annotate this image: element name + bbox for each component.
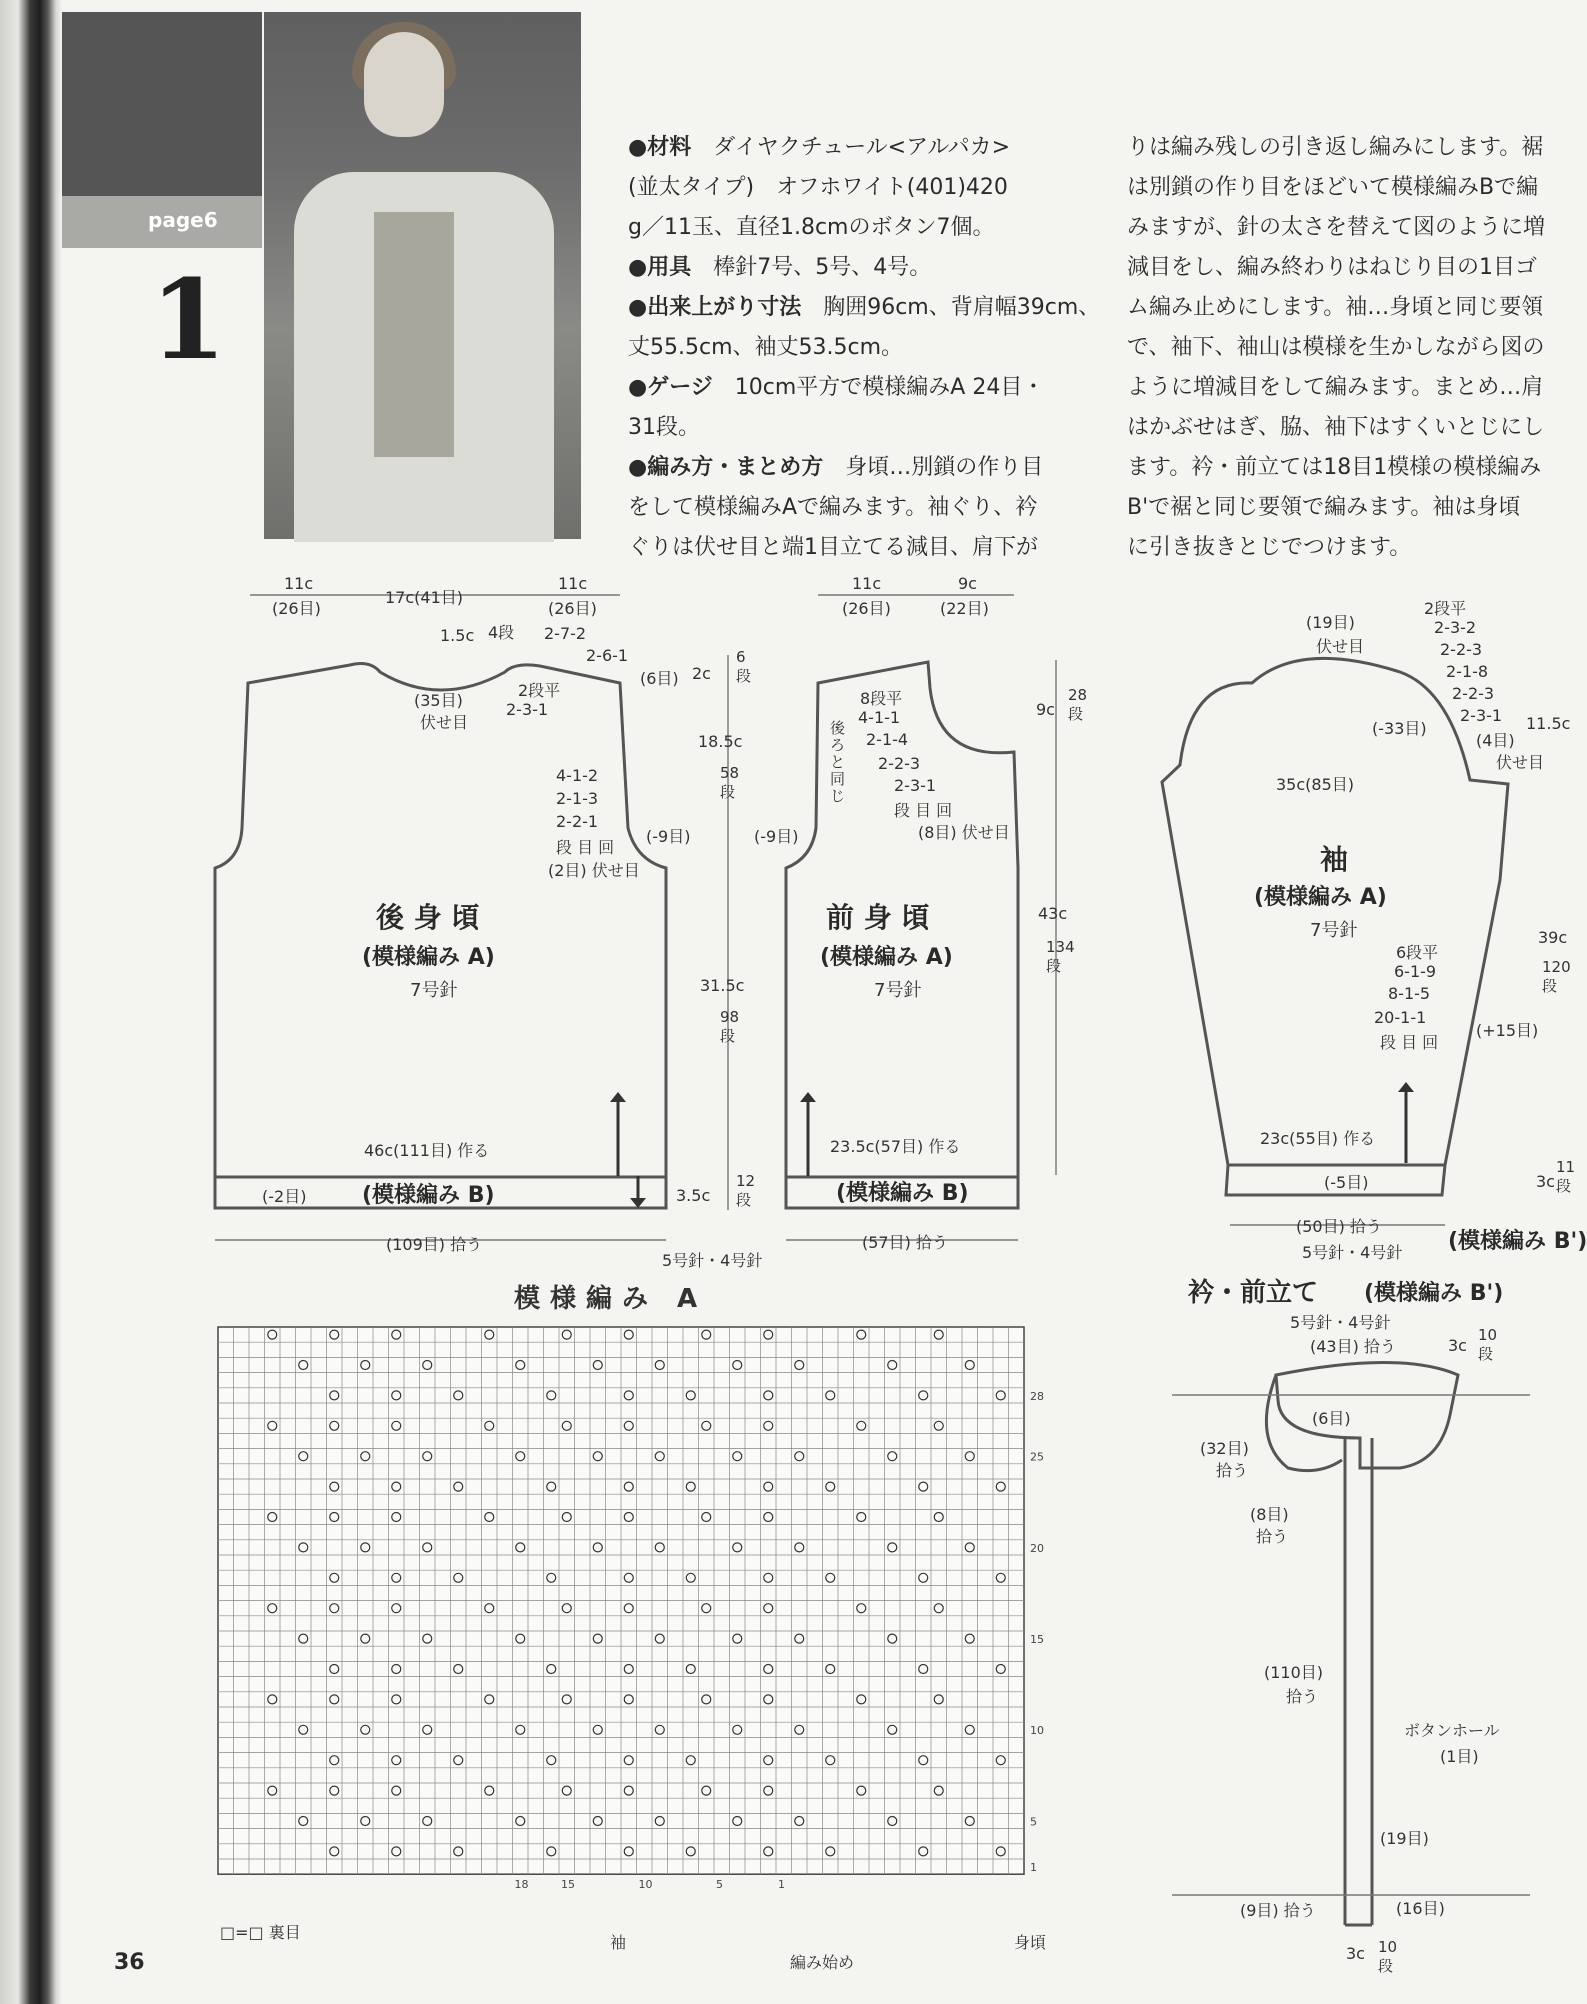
- back-pick: (109目) 拾う: [386, 1235, 483, 1254]
- front-d5: 段 目 回: [894, 801, 953, 820]
- intro-line: ●編み方・まとめ方 身頃…別鎖の作り目: [628, 455, 1044, 480]
- back-cast: 46c(111目) 作る: [364, 1141, 490, 1160]
- chart-title: 模様編み A: [514, 1284, 708, 1314]
- intro-heading: ●用具: [628, 255, 692, 280]
- sleeve-c5: 2-3-1: [1460, 706, 1503, 725]
- intro-line: (並太タイプ) オフホワイト(401)420: [628, 175, 1008, 200]
- back-dec1: 2-7-2: [544, 624, 587, 643]
- back-neck-rows: 4段: [488, 623, 515, 642]
- collar-b3: 3c: [1346, 1944, 1365, 1963]
- intro-line: B'で裾と同じ要領で編みます。袖は身頃: [1127, 495, 1521, 520]
- intro-line: りは編み残しの引き返し編みにします。裾: [1127, 135, 1544, 160]
- chart-row-number: 1: [1030, 1861, 1037, 1874]
- front-w1-stitches: (26目): [842, 599, 891, 618]
- back-bind: (35目): [414, 691, 463, 710]
- front-w1: 11c: [852, 574, 882, 593]
- back-needle: 7号針: [410, 980, 458, 1001]
- dim-f2: 43c: [1038, 904, 1068, 923]
- front-flat: 8段平: [860, 689, 903, 708]
- sleeve-pattern: (模様編み A): [1254, 885, 1387, 910]
- dim-a4-rows: 12段: [736, 1172, 756, 1209]
- back-dec3: (6目): [640, 669, 679, 688]
- front-d4: 2-3-1: [894, 776, 937, 795]
- intro-line: ●ゲージ 10cm平方で模様編みA 24目・: [628, 375, 1045, 400]
- chart-sleeve-start: 袖: [610, 1933, 627, 1952]
- sleeve-dec: (-33目): [1372, 719, 1427, 738]
- front-armhole-dec: (-9目): [754, 827, 799, 846]
- sleeve-c2: 2-2-3: [1440, 640, 1483, 659]
- intro-line: ます。衿・前立ては18目1模様の模様編み: [1127, 455, 1542, 480]
- back-dec4: 2-3-1: [506, 700, 549, 719]
- intro-line: に引き抜きとじでつけます。: [1127, 535, 1412, 560]
- intro-line: g／11玉、直径1.8cmのボタン7個。: [628, 215, 995, 240]
- back-bind2: 伏せ目: [420, 713, 469, 732]
- back-arm1: 4-1-2: [556, 766, 599, 785]
- back-w1-stitches: (26目): [272, 599, 321, 618]
- chart-col-number: 1: [778, 1878, 785, 1892]
- chart-col-number: 18: [514, 1878, 529, 1892]
- collar-p8: (8目): [1250, 1505, 1289, 1524]
- front-bind: (8目) 伏せ目: [918, 823, 1010, 842]
- back-arm3: 2-2-1: [556, 812, 599, 831]
- intro-line: をして模様編みAで編みます。袖ぐり、衿: [628, 495, 1038, 520]
- sleeve-needle: 7号針: [1310, 920, 1358, 941]
- front-needle: 7号針: [874, 980, 922, 1001]
- dim-f1: 9c: [1036, 700, 1055, 719]
- intro-line: 丈55.5cm、袖丈53.5cm。: [628, 335, 904, 360]
- front-w2: 9c: [958, 574, 977, 593]
- sleeve-flat: 2段平: [1424, 599, 1467, 618]
- chart-row-number: 20: [1030, 1541, 1044, 1555]
- intro-line: ●出来上がり寸法 胸囲96cm、背肩幅39cm、: [628, 295, 1101, 320]
- sleeve-hem-dec: (-5目): [1324, 1173, 1369, 1192]
- back-w2: 17c(41目): [385, 588, 464, 607]
- sleeve-needles: 5号針・4号針: [1302, 1243, 1403, 1262]
- collar-b3-rows: 10段: [1378, 1938, 1398, 1975]
- sleeve-i1: 6-1-9: [1394, 962, 1437, 981]
- back-dec2: 2-6-1: [586, 646, 629, 665]
- dim-f1-rows: 28段: [1068, 686, 1088, 723]
- back-flat: 2段平: [518, 681, 561, 700]
- sleeve-c4: 2-2-3: [1452, 684, 1495, 703]
- sleeve-pick: (50目) 拾う: [1296, 1217, 1382, 1236]
- front-d1: 4-1-1: [858, 708, 901, 727]
- collar-p19: (19目): [1380, 1829, 1429, 1848]
- front-pattern: (模様編み A): [820, 945, 953, 970]
- back-title: 後 身 頃: [376, 901, 480, 934]
- front-d2: 2-1-4: [866, 730, 909, 749]
- sleeve-b4: (4目): [1476, 731, 1515, 750]
- collar-buttonhole: ボタンホール: [1404, 1721, 1500, 1740]
- chart-row-number: 15: [1030, 1633, 1044, 1646]
- chart-row-number: 10: [1030, 1724, 1044, 1738]
- sleeve-hem-pattern: (模様編み B'): [1448, 1229, 1587, 1254]
- collar-p9: (9目) 拾う: [1240, 1901, 1316, 1920]
- front-cast: 23.5c(57目) 作る: [830, 1137, 961, 1156]
- intro-line: ●用具 棒針7号、5号、4号。: [628, 255, 932, 280]
- page-tag-label: page6: [148, 208, 218, 232]
- intro-line: は別鎖の作り目をほどいて模様編みBで編: [1127, 175, 1539, 200]
- sleeve-i3: 20-1-1: [1374, 1008, 1427, 1027]
- sleeve-bind2: 伏せ目: [1316, 637, 1365, 656]
- chart-col-number: 10: [638, 1878, 653, 1892]
- back-neck-height: 1.5c: [440, 626, 475, 645]
- intro-line: 31段。: [628, 415, 700, 440]
- intro-line: ように増減目をして編みます。まとめ…肩: [1127, 375, 1544, 400]
- intro-heading: ●編み方・まとめ方: [628, 455, 824, 480]
- collar-p6: (6目): [1312, 1409, 1351, 1428]
- intro-line: はかぶせはぎ、脇、袖下はすくいとじにし: [1127, 415, 1545, 440]
- back-arm2: 2-1-3: [556, 789, 599, 808]
- pattern-number: 1: [150, 255, 227, 384]
- front-same-note: 後ろと同じ: [830, 719, 846, 805]
- chart-row-number: 5: [1030, 1815, 1037, 1829]
- sleeve-r2-rows: 120段: [1542, 958, 1571, 995]
- front-title: 前 身 頃: [826, 901, 930, 934]
- back-hem: (模様編み B): [362, 1183, 495, 1208]
- dim-a4: 3.5c: [676, 1186, 711, 1205]
- sleeve-title: 袖: [1320, 843, 1349, 876]
- back-w1: 11c: [284, 574, 314, 593]
- collar-buttonhole-count: (1目): [1440, 1747, 1479, 1766]
- collar-pattern: (模様編み B'): [1364, 1281, 1504, 1306]
- dim-a1-rows: 6段: [736, 648, 752, 685]
- sleeve-i2: 8-1-5: [1388, 984, 1431, 1003]
- chart-col-number: 5: [716, 1878, 723, 1892]
- sleeve-c3: 2-1-8: [1446, 662, 1489, 681]
- intro-heading: ●ゲージ: [628, 375, 713, 400]
- intro-line: ●材料 ダイヤクチュール<アルパカ>: [628, 135, 1011, 160]
- collar-p32: (32目): [1200, 1439, 1249, 1458]
- intro-line: 減目をし、編み終わりはねじり目の1目ゴ: [1127, 255, 1537, 280]
- collar-c3-rows: 10段: [1478, 1326, 1498, 1363]
- dim-f2-rows: 134段: [1046, 938, 1075, 975]
- sleeve-b4s: 伏せ目: [1496, 753, 1545, 772]
- collar-p110s: 拾う: [1286, 1687, 1319, 1706]
- dim-a3: 31.5c: [700, 976, 745, 995]
- page-number: 36: [114, 1950, 145, 1975]
- body-needles: 5号針・4号針: [662, 1251, 763, 1270]
- sleeve-r2: 39c: [1538, 928, 1568, 947]
- collar-needles: 5号針・4号針: [1290, 1313, 1391, 1332]
- dim-a1: 2c: [692, 664, 711, 683]
- back-arm5: (2目) 伏せ目: [548, 861, 640, 880]
- intro-line: で、袖下、袖山は模様を生かしながら図の: [1127, 335, 1545, 360]
- chart-body-start: 身頃: [1014, 1933, 1047, 1952]
- sleeve-cast: 23c(55目) 作る: [1260, 1129, 1376, 1148]
- sleeve-bind: (19目): [1306, 613, 1355, 632]
- chart-start-label: 編み始め: [790, 1953, 855, 1972]
- front-w2-stitches: (22目): [940, 599, 989, 618]
- back-w3: 11c: [558, 574, 588, 593]
- back-arm4: 段 目 回: [556, 838, 615, 857]
- collar-p8s: 拾う: [1256, 1527, 1289, 1546]
- collar-p110: (110目): [1264, 1663, 1324, 1682]
- collar-c3: 3c: [1448, 1336, 1467, 1355]
- sleeve-increase: (+15目): [1476, 1021, 1539, 1040]
- chart-legend: □=□ 裏目: [220, 1923, 301, 1942]
- sleeve-r3-rows: 11段: [1556, 1158, 1576, 1195]
- collar-p32s: 拾う: [1216, 1461, 1249, 1480]
- intro-heading: ●出来上がり寸法: [628, 295, 802, 320]
- collar-p43: (43目) 拾う: [1310, 1337, 1396, 1356]
- intro-line: みますが、針の太さを替えて図のように増: [1127, 215, 1546, 240]
- sleeve-c1: 2-3-2: [1434, 618, 1477, 637]
- sleeve-r1: 11.5c: [1526, 714, 1571, 733]
- collar-p16: (16目): [1396, 1899, 1445, 1918]
- front-pick: (57目) 拾う: [862, 1233, 948, 1252]
- sleeve-r3: 3c: [1536, 1172, 1555, 1191]
- chart-col-number: 15: [561, 1878, 575, 1892]
- intro-line: ム編み止めにします。袖…身頃と同じ要領: [1127, 295, 1544, 320]
- back-armhole-dec: (-9目): [646, 827, 691, 846]
- chart-row-number: 28: [1030, 1389, 1044, 1403]
- sleeve-i4: 段 目 回: [1380, 1033, 1439, 1052]
- back-w3-stitches: (26目): [548, 599, 597, 618]
- chart-row-number: 25: [1030, 1450, 1044, 1464]
- collar-title: 衿・前立て: [1188, 1278, 1319, 1308]
- sleeve-i0: 6段平: [1396, 943, 1439, 962]
- dim-a2-rows: 58段: [720, 764, 740, 801]
- front-d3: 2-2-3: [878, 754, 921, 773]
- back-pattern: (模様編み A): [362, 945, 495, 970]
- back-hem-dec: (-2目): [262, 1187, 307, 1206]
- sleeve-width: 35c(85目): [1276, 775, 1355, 794]
- intro-heading: ●材料: [628, 135, 692, 160]
- dim-a3-rows: 98段: [720, 1008, 740, 1045]
- intro-line: ぐりは伏せ目と端1目立てる減目、肩下が: [628, 535, 1038, 560]
- dim-a2: 18.5c: [698, 732, 743, 751]
- front-hem: (模様編み B): [836, 1181, 969, 1206]
